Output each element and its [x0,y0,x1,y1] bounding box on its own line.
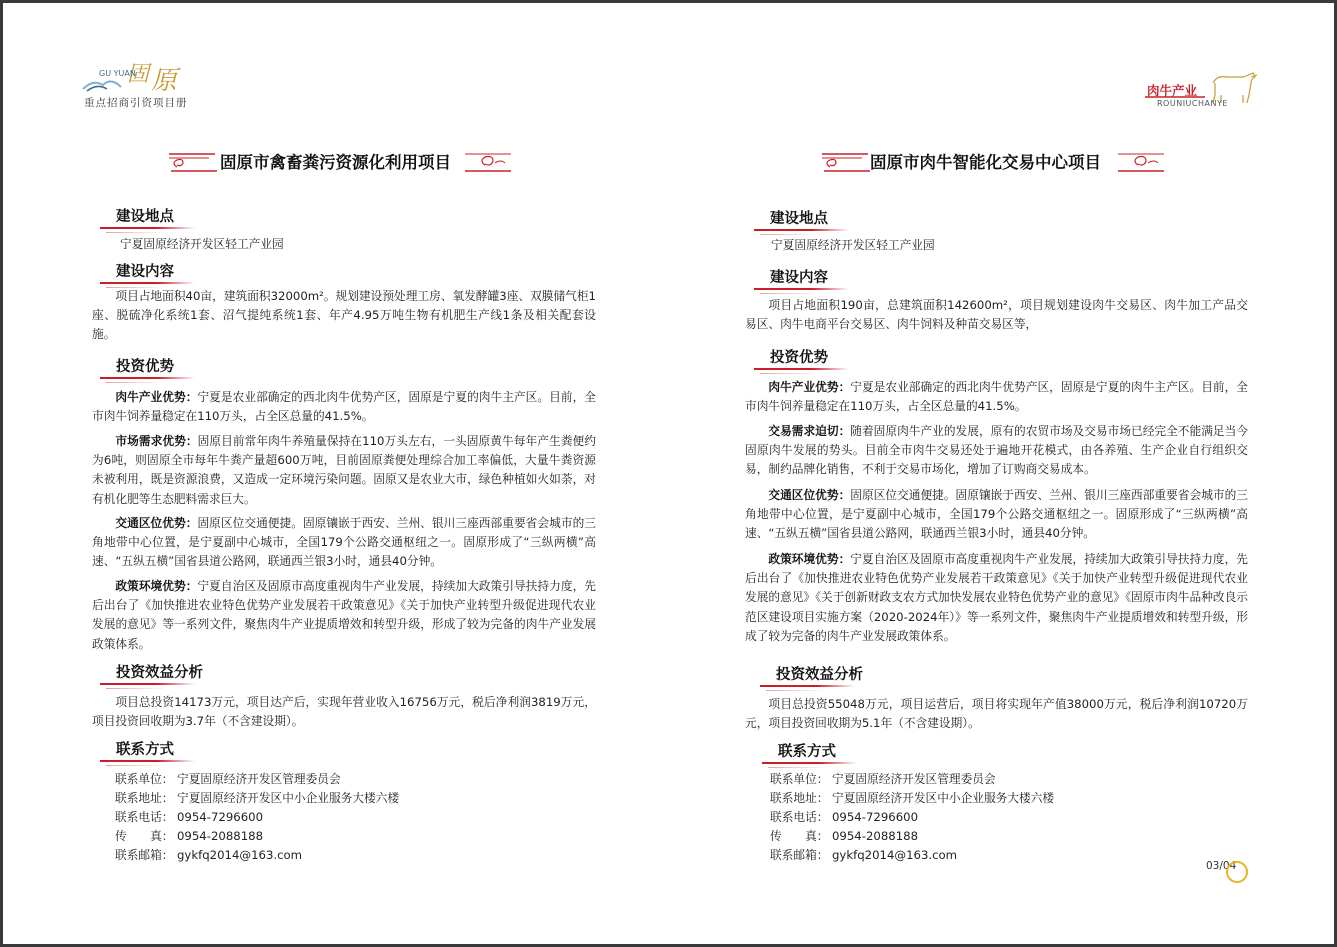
right-contact-heading: 联系方式 [778,740,836,764]
right-contact-email: 联系邮箱： gykfq2014@163.com [770,848,958,862]
right-advantage-1: 肉牛产业优势：宁夏是农业部确定的西北肉牛优势产区，固原是宁夏的肉牛主产区。目前，全市肉牛饲养量稳定在110万头，占全区总量的41.5%。 [745,380,1248,414]
right-content-text: 项目占地面积190亩，总建筑面积142600m²，项目规划建设肉牛交易区、肉牛加工产品交易区、肉牛电商平台交易区、肉牛饲料及种苗交易区等， [745,298,1248,332]
left-title-banner [165,145,515,175]
right-advantage-3: 交通区位优势：固原区位交通便捷。固原镶嵌于西安、兰州、银川三座西部重要省会城市的三角地带中心位置，是宁夏副中心城市，全国179个公路交通枢纽之一。固原形成了“三纵两横”高速、“五纵五横”国省县道公路网，联通西兰银3小时，通县40分钟。 [745,488,1248,541]
left-contact-address: 联系地址： 宁夏固原经济开发区中小企业服务大楼六楼 [115,791,400,805]
right-advantage-2: 交易需求迫切：随着固原肉牛产业的发展，原有的农贸市场及交易市场已经完全不能满足当今固原肉牛发展的势头。目前全市肉牛交易还处于遍地开花模式，由各养殖、生产企业自行组织交易，制约品牌化销售，不利于交易市场化，增加了订购商交易成本。 [745,424,1248,477]
left-page [3,3,668,944]
svg-text:固: 固 [127,62,150,87]
right-benefit-text: 项目总投资55048万元，项目运营后，项目将实现年产值38000万元，税后净利润10720万元，项目投资回收期为5.1年（不含建设期）。 [745,697,1248,731]
brochure-spread [3,3,1334,944]
brand-logo [81,55,201,113]
left-advantage-2: 市场需求优势：固原目前常年肉牛养殖量保持在110万头左右，一头固原黄牛每年产生粪便约为6吨，则固原全市每年牛粪产量超600万吨，目前固原粪便处理综合加工率偏低，大量牛粪资源未被利用，既是资源浪费，又造成一定环境污染问题。固原又是农业大市，绿色种植如火如荼，对有机化肥等生态肥料需求巨大。 [92,434,596,506]
left-contact-phone: 联系电话： 0954-7296600 [115,810,264,824]
category-badge [1143,69,1263,113]
left-advantage-heading: 投资优势 [116,355,174,379]
right-benefit-heading: 投资效益分析 [776,663,863,687]
left-contact-heading: 联系方式 [116,738,174,762]
left-location-text: 宁夏固原经济开发区轻工产业园 [120,237,284,251]
right-contact-address: 联系地址： 宁夏固原经济开发区中小企业服务大楼六楼 [770,791,1055,805]
right-contact-fax: 传 真： 0954-2088188 [770,829,919,843]
right-advantage-heading: 投资优势 [770,346,828,370]
category-label: 肉牛产业 [1147,83,1198,98]
left-advantage-4: 政策环境优势：宁夏自治区及固原市高度重视肉牛产业发展，持续加大政策引导扶持力度，先后出台了《加快推进农业特色优势产业发展若干政策意见》《关于加快产业转型升级促进现代农业发展的意见》等一系列文件，聚焦肉牛产业提质增效和转型升级，形成了较为完备的肉牛产业发展政策体系。 [92,579,596,651]
right-contact-phone: 联系电话： 0954-7296600 [770,810,919,824]
left-advantage-1: 肉牛产业优势：宁夏是农业部确定的西北肉牛优势产区，固原是宁夏的肉牛主产区。目前，全市肉牛饲养量稳定在110万头，占全区总量的41.5%。 [92,390,596,424]
left-contact-email: 联系邮箱： gykfq2014@163.com [115,848,303,862]
left-content-text: 项目占地面积40亩，建筑面积32000m²。规划建设预处理工房、氧发酵罐3座、双膜储气柜1座、脱硫净化系统1套、沼气提纯系统1套、年产4.95万吨生物有机肥生产线1条及相关配套设施。 [92,289,596,342]
left-title: 固原市禽畜粪污资源化利用项目 [220,153,451,172]
right-location-heading: 建设地点 [770,207,828,231]
right-title: 固原市肉牛智能化交易中心项目 [870,153,1101,172]
left-benefit-heading: 投资效益分析 [116,661,203,685]
brand-pinyin: GU YUAN [99,69,136,78]
left-content-heading: 建设内容 [116,260,174,284]
right-content-heading: 建设内容 [770,266,828,290]
category-pinyin: ROUNIUCHANYE [1157,99,1228,108]
left-contact-fax: 传 真： 0954-2088188 [115,829,264,843]
right-contact-unit: 联系单位： 宁夏固原经济开发区管理委员会 [770,772,996,786]
left-contact-unit: 联系单位： 宁夏固原经济开发区管理委员会 [115,772,341,786]
brand-subtitle: 重点招商引资项目册 [84,97,188,109]
right-page [668,3,1334,944]
page-number: 03/04 [1206,860,1237,872]
left-advantage-3: 交通区位优势：固原区位交通便捷。固原镶嵌于西安、兰州、银川三座西部重要省会城市的三角地带中心位置，是宁夏副中心城市，全国179个公路交通枢纽之一。固原形成了“三纵两横”高速、“五纵五横”国省县道公路网，联通西兰银3小时，通县40分钟。 [92,516,596,569]
right-location-text: 宁夏固原经济开发区轻工产业园 [771,238,935,252]
left-location-heading: 建设地点 [116,205,174,229]
left-benefit-text: 项目总投资14173万元，项目达产后，实现年营业收入16756万元，税后净利润3819万元，项目投资回收期为3.7年（不含建设期）。 [92,695,596,729]
right-title-banner [818,145,1168,175]
right-advantage-4: 政策环境优势：宁夏自治区及固原市高度重视肉牛产业发展，持续加大政策引导扶持力度，先后出台了《加快推进农业特色优势产业发展若干政策意见》《关于加快产业转型升级促进现代农业发展的意见》《关于创新财政支农方式加快发展农业特色优势产业的意见》《固原市肉牛品种改良示范区建设项目实施方案（2020-2024年）》等一系列文件，聚焦肉牛产业提质增效和转型升级，形成了较为完备的肉牛产业发展政策体系。 [745,552,1248,643]
page-number-ring-icon [1226,861,1248,883]
svg-text:原: 原 [151,66,178,95]
